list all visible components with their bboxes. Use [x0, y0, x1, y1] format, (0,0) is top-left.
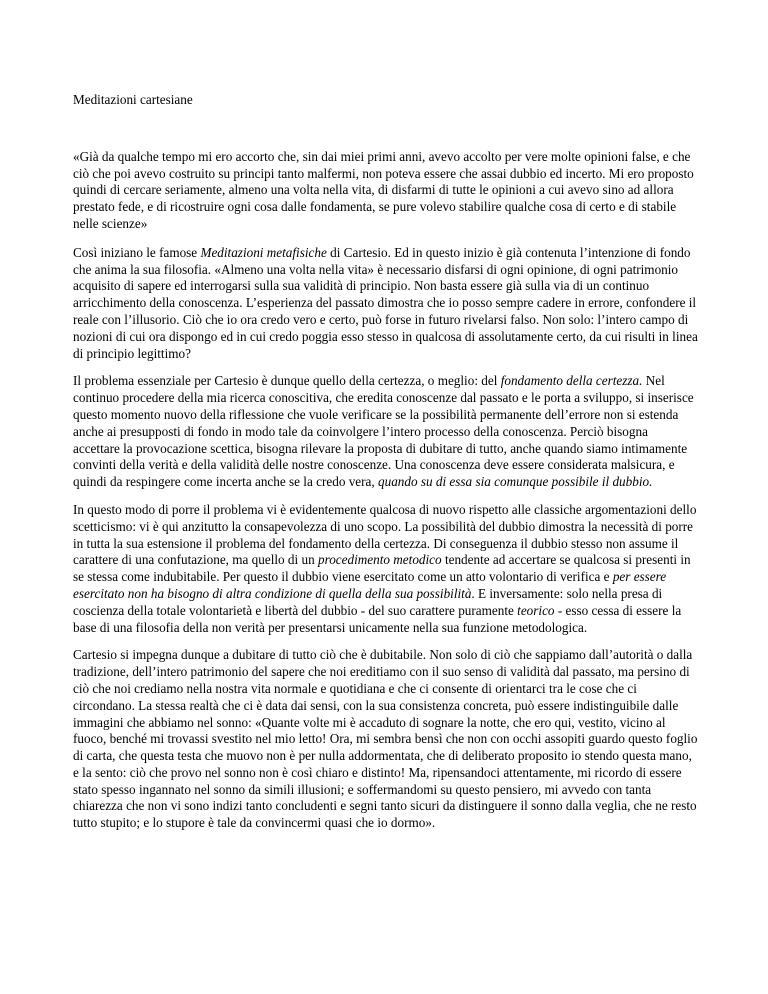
document-page	[73, 92, 698, 843]
text-run: Così iniziano le famose	[73, 244, 201, 260]
paragraph-2	[73, 245, 698, 363]
paragraph-3	[73, 373, 698, 491]
paragraph-opening-quote: «Già da qualche tempo mi ero accorto che, sin dai miei primi anni, avevo accolto per vere molte opinioni false, e che ciò che poi avevo costruito su principi tanto malfermi, non poteva essere che assai dubbio ed incerto. Mi ero proposto quindi di cercare seriamente, almeno una volta nella vita, di disfarmi di tutte le opinioni a cui avevo sino ad allora prestato fede, e di ricostruire ogni cosa dalle fondamenta, se pure volevo stabilire qualche cosa di certo e di stabile nelle scienze»	[73, 148, 694, 231]
text-run: - esso cessa di essere la base di una filosofia della non verità per presentarsi unicamente nella sua funzione metodologica.	[73, 602, 682, 635]
italic-phrase: teorico	[517, 602, 555, 618]
italic-title: Meditazioni metafisiche	[200, 244, 327, 260]
paragraph-4	[73, 502, 698, 636]
paragraph-5: Cartesio si impegna dunque a dubitare di tutto ciò che è dubitabile. Non solo di ciò che sappiamo dall’autorità o dalla tradizione, dell’intero patrimonio del sapere che noi ereditiamo con il suo senso di validità dal passato, ma persino di ciò che noi crediamo nella nostra vita normale e quotidiana e che ci consente di orientarci tra le cose che ci circondano. La stessa realtà che ci è data dai sensi, con la sua consistenza concreta, può essere indistinguibile dalle immagini che abbiamo nel sonno: «Quante volte mi è accaduto di sognare la notte, che ero qui, vestito, vicino al fuoco, benché mi trovassi svestito nel mio letto! Ora, mi sembra bensì che non con occhi assopiti guardo questo foglio di carta, che questa testa che muovo non è per nulla addormentata, che di deliberato proposito io stendo questa mano, e la sento: ciò che provo nel sonno non è così chiaro e distinto! Ma, ripensandoci attentamente, mi ricordo di essere stato spesso ingannato nel sonno da simili illusioni; e soffermandomi su questo pensiero, mi avvedo con tanta chiarezza che non vi sono indizi tanto concludenti e segni tanto sicuri da distinguere il sonno dalla veglia, che ne resto tutto stupito; e lo stupore è tale da convincermi quasi che io dormo».	[73, 647, 698, 831]
text-run: . E inversamente: solo nella presa di coscienza della totale volontarietà e libertà del dubbio - del suo carattere puramente	[73, 585, 663, 618]
italic-phrase: procedimento metodico	[317, 552, 442, 568]
document-title: Meditazioni cartesiane	[73, 92, 193, 107]
italic-phrase: quando su di essa sia comunque possibile il dubbio.	[378, 474, 653, 490]
italic-phrase: fondamento della certezza.	[500, 373, 643, 389]
text-run: Il problema essenziale per Cartesio è dunque quello della certezza, o meglio: del	[73, 373, 501, 389]
italic-phrase: per essere esercitato non ha bisogno di altra condizione di quella della sua possibilità	[73, 569, 667, 601]
text-run: Nel continuo procedere della mia ricerca conoscitiva, che eredita conoscenze dal passato e le porta a sviluppo, si inserisce questo momento nuovo della riflessione che vuole verificare se la possibilità permanente dell’errore non si estenda anche ai presupposti di fondo in modo tale da coinvolgere l’intero processo della conoscenza. Perciò bisogna accettare la provocazione scettica, bisogna rilevare la proposta di dubitare di tutto, anche quando siamo intimamente convinti della verità e della validità delle nostre conoscenze. Una conoscenza deve essere considerata malsicura, e quindi da respingere come incerta anche se la credo vera,	[73, 373, 694, 490]
text-run: In questo modo di porre il problema vi è evidentemente qualcosa di nuovo rispetto alle classiche argomentazioni dello scetticismo: vi è qui anzitutto la consapevolezza di uno scopo. La possibilità del dubbio dimostra la necessità di porre in tutta la sua estensione il problema del fondamento della certezza. Di conseguenza il dubbio stesso non assume il carattere di una confutazione, ma quello di un	[73, 501, 697, 568]
text-run: di Cartesio. Ed in questo inizio è già contenuta l’intenzione di fondo che anima la sua filosofia. «Almeno una volta nella vita» è necessario disfarsi di ogni opinione, di ogni patrimonio acquisito di sapere ed interrogarsi sulla sua validità di principio. Non basta essere già sulla via di un continuo arricchimento della conoscenza. L’esperienza del passato dimostra che io posso sempre cadere in errore, confondere il reale con l’illusorio. Ciò che io ora credo vero e certo, può forse in futuro rivelarsi falso. Non solo: l’intero campo di nozioni di cui ora dispongo ed in cui credo poggia esso stesso in qualcosa di assolutamente certo, da cui risulti in linea di principio legittimo?	[73, 244, 698, 361]
text-run: tendente ad accertare se qualcosa si presenti in se stessa come indubitabile. Per questo il dubbio viene esercitato come un atto volontario di verifica e	[73, 552, 691, 585]
